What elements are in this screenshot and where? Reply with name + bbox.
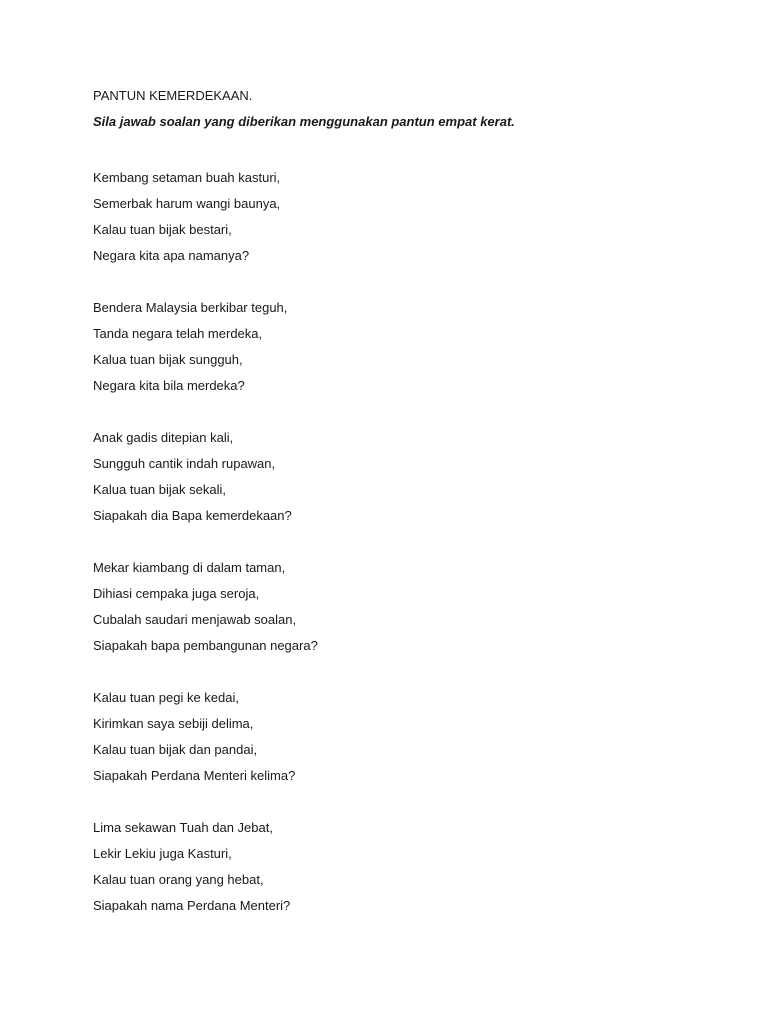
document-content — [93, 87, 713, 919]
pantun-line: Negara kita bila merdeka? — [93, 378, 245, 393]
pantun-stanza-5 — [93, 685, 713, 789]
pantun-line: Sungguh cantik indah rupawan, — [93, 456, 276, 471]
pantun-line: Kalua tuan bijak sekali, — [93, 482, 226, 497]
pantun-line: Bendera Malaysia berkibar teguh, — [93, 300, 288, 315]
pantun-line: Semerbak harum wangi baunya, — [93, 196, 281, 211]
pantun-line: Kirimkan saya sebiji delima, — [93, 716, 254, 731]
pantun-stanza-6 — [93, 815, 713, 919]
pantun-line: Siapakah Perdana Menteri kelima? — [93, 768, 296, 783]
pantun-line: Siapakah nama Perdana Menteri? — [93, 898, 291, 913]
pantun-line: Kalau tuan bijak dan pandai, — [93, 742, 258, 757]
pantun-stanza-3 — [93, 425, 713, 529]
pantun-line: Tanda negara telah merdeka, — [93, 326, 263, 341]
document-instruction: Sila jawab soalan yang diberikan menggunakan pantun empat kerat. — [93, 114, 515, 129]
document-title: PANTUN KEMERDEKAAN. — [93, 88, 253, 103]
pantun-line: Siapakah bapa pembangunan negara? — [93, 638, 318, 653]
pantun-line: Siapakah dia Bapa kemerdekaan? — [93, 508, 292, 523]
pantun-line: Kalua tuan bijak sungguh, — [93, 352, 243, 367]
pantun-line: Kalau tuan bijak bestari, — [93, 222, 232, 237]
pantun-line: Kembang setaman buah kasturi, — [93, 170, 281, 185]
pantun-line: Kalau tuan orang yang hebat, — [93, 872, 264, 887]
pantun-line: Cubalah saudari menjawab soalan, — [93, 612, 297, 627]
pantun-line: Mekar kiambang di dalam taman, — [93, 560, 286, 575]
pantun-line: Anak gadis ditepian kali, — [93, 430, 234, 445]
pantun-stanza-2 — [93, 295, 713, 399]
pantun-line: Dihiasi cempaka juga seroja, — [93, 586, 260, 601]
pantun-stanza-4 — [93, 555, 713, 659]
pantun-line: Kalau tuan pegi ke kedai, — [93, 690, 239, 705]
pantun-line: Lekir Lekiu juga Kasturi, — [93, 846, 232, 861]
pantun-line: Lima sekawan Tuah dan Jebat, — [93, 820, 273, 835]
pantun-stanza-1 — [93, 165, 713, 269]
pantun-line: Negara kita apa namanya? — [93, 248, 250, 263]
